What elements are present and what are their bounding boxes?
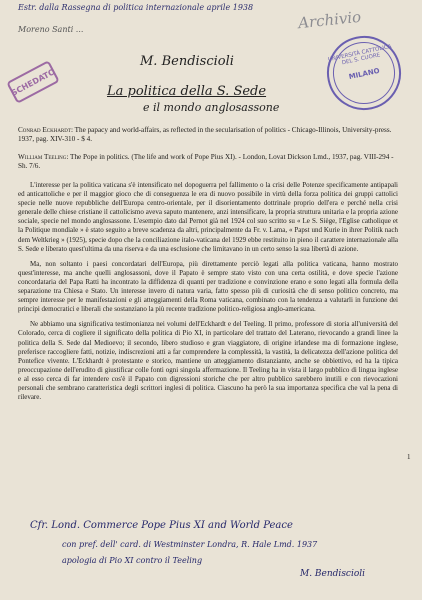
reference-author: William Teeling [18, 153, 67, 161]
library-stamp-center-text: MILANO [348, 66, 381, 82]
handwritten-author: M. Bendiscioli [140, 54, 234, 69]
bibliographic-reference [18, 126, 398, 144]
library-stamp [320, 29, 408, 117]
reference-author: Conrad Eckhardt [18, 126, 71, 134]
schedato-stamp-text: SCHEDATO [9, 66, 57, 98]
handwritten-note: apologia di Pio XI contro il Teeling [62, 556, 203, 565]
handwritten-title: La politica della S. Sede [107, 84, 267, 99]
schedato-stamp [6, 60, 60, 104]
reference-text: : The Pope in politics. (The life and work of Pope Pius XI). - London, Lovat Dickson Lmd., 1937, pag. VIII-294 - Sh. 7/6. [18, 153, 394, 170]
handwritten-note-faded: Moreno Santi ... [18, 25, 84, 34]
paragraph: Ne abbiamo una significativa testimonianza nei volumi dell'Eckhardt e del Teeling. Il primo, professore di storia all'università del Colorado, cerca di cogliere il significato della politica di Pio XI, in particolare del trattato del Laterano, rievocando a grandi linee la politica della S. Sede dal Medioevo; il secondo, libero studioso e gran viaggiatore, di origine irlandese ma di formazione inglese, preferisce raccogliere fatti, notizie, indiscrezioni atti a far comprendere la complessità, la vastità, la delicatezza dell'azione politica del Pontefice vivente. L'Eckhardt è protestante e storico, mantiene un atteggiamento distanziante, anche se obbiettivo, ed ha la tipica preoccupazione dell'erudito di giustificar colle fonti ogni singola affermazione. Il Teeling ha in vista il largo pubblico di lingua inglese e al esso cerca di far intendere cos'è il Papato con digressioni storiche che per altro pubblico sarebbero inutili e con rievocazioni personali che sembrano caratteristica degli scrittori inglesi di politica. Ciascuno ha però la sua importanza specifica che val la pena di rilevare. [18, 320, 398, 402]
handwritten-signature: M. Bendiscioli [300, 569, 366, 579]
bibliographic-reference [18, 153, 398, 171]
handwritten-source-note: Estr. dalla Rassegna di politica internazionale aprile 1938 [18, 3, 254, 12]
handwritten-note: Cfr. Lond. Commerce Pope Pius XI and World Peace [30, 520, 293, 531]
paragraph: L'interesse per la politica vaticana s'è intensificato nel dopoguerra pel fallimento o la crisi delle Potenze specificamente antipapali ed anticattoliche e per il maggior gioco che di conseguenza le era di nuovo possibile in virtù della forza politica dei gruppi cattolici specie nelle nuove repubbliche dell'Europa centro-orientale, per il disorientamento dottrinale proprio dell'era e perché nella crisi generale delle chiese cristiane il cattolicismo aveva saputo mantenere, anzi intensificare, la propria struttura unitaria e la propria azione sociale, specie nel mondo anglosassone. L'esempio dato dal Pernot già nel 1924 col suo scritto su « Le S. Siège, l'Eglise catholique et la Politique mondiale » è stato seguito a breve scadenza da altri, principalmente da Fr. v. Lama, « Papst und Kurie in ihrer Politik nach dem Weltkrieg » (1925), specie dopo che la conciliazione italo-vaticana del 1929 ebbe restituito in pieno il carattere internazionale alla S. Sede e liberato quest'ultima da una riserva e da una esclusione che limitavano in un certo senso la sua libertà di azione. [18, 181, 398, 253]
handwritten-archivio: Archivio [297, 7, 362, 33]
handwritten-subtitle: e il mondo anglosassone [143, 101, 280, 114]
reference-text: : The papacy and world-affairs, as reflected in the secularisation of politics - Chicago-Illinois, University-press. 1937, pag. XIV-310 - $ 4. [18, 126, 392, 143]
paragraph: Ma, non soltanto i paesi concordatari dell'Europa, più direttamente perciò legati alla politica vaticana, hanno mostrato quest'interesse, ma anche quelli anglosassoni, dove il Papato è sempre stato visto con una certa ostilità, e dove specie l'azione concordataria del Papa Ratti ha incontrato la diffidenza di quanti per tradizione e convinzione erano e sono legati alla formula della separazione tra Chiesa e Stato. Un interesse invero di natura varia, fatto spesso più di curiosità che di senso politico concreto, ma sempre interesse per le manifestazioni e gli atteggiamenti della Roma vaticana, combinato con la tendenza a valutarli in funzione dei principi democratici e liberali che sostanziano la più recente tradizione politico-religiosa anglo-americana. [18, 259, 398, 314]
article-body [18, 181, 398, 408]
handwritten-note: con pref. dell' card. di Westminster Londra, R. Hale Lmd. 1937 [62, 540, 318, 549]
library-stamp-ring-text: UNIVERSITÀ CATTOLICA DEL S. CUORE [327, 43, 393, 67]
page-number: 1 [407, 453, 411, 461]
